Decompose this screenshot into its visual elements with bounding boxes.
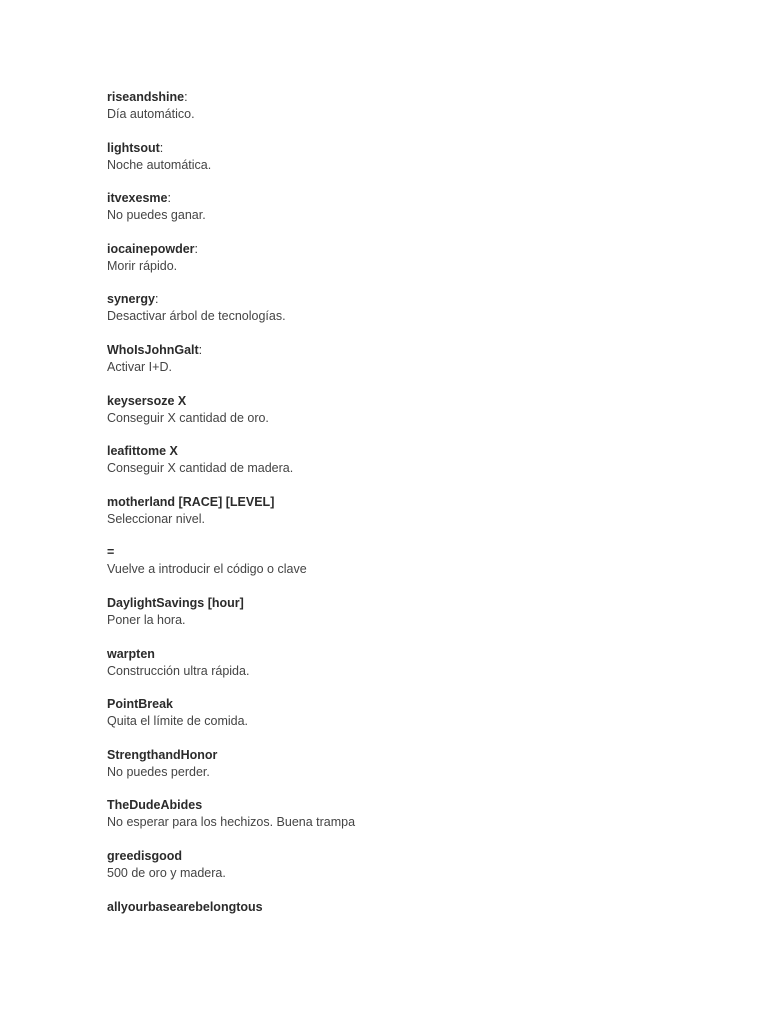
cheat-code-line: [107, 544, 707, 561]
cheat-description: Día automático.: [107, 107, 195, 121]
cheat-description: Vuelve a introducir el código o clave: [107, 562, 307, 577]
cheat-code: motherland [RACE] [LEVEL]: [107, 494, 275, 509]
cheat-description: No esperar para los hechizos. Buena trampa: [107, 815, 356, 830]
cheat-code-line: [107, 646, 707, 663]
cheat-code-line: [107, 89, 707, 106]
cheat-entry: [107, 797, 707, 848]
cheat-code-line: [107, 848, 707, 865]
cheat-code-line: [107, 291, 707, 308]
cheat-description: 500 de oro y madera.: [107, 865, 226, 880]
cheat-code-colon: :: [194, 241, 199, 256]
cheat-code-line: [107, 899, 707, 916]
cheat-entry: [107, 140, 707, 191]
cheat-code: DaylightSavings [hour]: [107, 595, 244, 610]
cheat-entry: [107, 747, 707, 798]
cheat-code-line: [107, 494, 707, 511]
cheat-code-line: [107, 696, 707, 713]
cheat-description: Activar I+D.: [107, 359, 172, 374]
cheat-code: itvexesme: [107, 191, 168, 206]
cheat-code-line: [107, 747, 707, 764]
cheat-code-line: [107, 140, 707, 157]
cheat-code: WhoIsJohnGalt: [107, 342, 199, 357]
cheat-code-colon: :: [184, 90, 188, 104]
cheat-entry: [107, 696, 707, 747]
cheat-entry: [107, 595, 707, 646]
cheat-code: greedisgood: [107, 848, 183, 863]
cheat-description: Conseguir X cantidad de oro.: [107, 410, 269, 425]
cheat-code-colon: :: [159, 140, 164, 155]
cheat-code: PointBreak: [107, 697, 173, 712]
cheat-code: leafittome X: [107, 444, 178, 459]
cheat-entry: [107, 646, 707, 697]
cheat-code-line: [107, 190, 707, 207]
cheat-code: lightsout: [107, 140, 160, 155]
cheat-description: Quita el límite de comida.: [107, 714, 249, 729]
cheat-code-line: [107, 342, 707, 359]
cheat-code: StrengthandHonor: [107, 747, 218, 762]
cheat-entry: [107, 190, 707, 241]
cheat-description: No puedes ganar.: [107, 208, 206, 223]
cheat-description: No puedes perder.: [107, 764, 210, 779]
cheat-description: Desactivar árbol de tecnologías.: [107, 309, 286, 324]
cheat-description: Noche automática.: [107, 157, 212, 172]
cheat-code: riseandshine: [107, 90, 185, 104]
cheat-description: Conseguir X cantidad de madera.: [107, 461, 294, 476]
cheat-entry: [107, 443, 707, 494]
cheat-code-line: [107, 443, 707, 460]
cheat-description: Poner la hora.: [107, 612, 186, 627]
cheat-code: TheDudeAbides: [107, 798, 203, 813]
cheat-entry: [107, 89, 707, 140]
cheat-code-list: [107, 89, 707, 949]
cheat-code-line: [107, 595, 707, 612]
cheat-entry: [107, 393, 707, 444]
cheat-code: =: [107, 545, 115, 560]
cheat-entry: [107, 494, 707, 545]
cheat-code-colon: :: [198, 342, 203, 357]
cheat-description: Seleccionar nivel.: [107, 511, 205, 526]
cheat-code-line: [107, 797, 707, 814]
cheat-code: iocainepowder: [107, 241, 195, 256]
cheat-entry: [107, 544, 707, 595]
cheat-code-colon: :: [167, 191, 171, 206]
cheat-code: allyourbasearebelongtous: [107, 899, 263, 914]
cheat-code: synergy: [107, 292, 155, 307]
cheat-code-line: [107, 393, 707, 410]
cheat-description: Morir rápido.: [107, 258, 178, 273]
cheat-code-colon: :: [154, 292, 159, 307]
cheat-code: warpten: [107, 646, 155, 661]
cheat-entry: [107, 342, 707, 393]
cheat-code: keysersoze X: [107, 393, 187, 408]
cheat-entry: [107, 241, 707, 292]
cheat-description: Construcción ultra rápida.: [107, 663, 250, 678]
cheat-entry: [107, 848, 707, 899]
cheat-code-line: [107, 241, 707, 258]
cheat-entry: [107, 899, 707, 950]
cheat-entry: [107, 291, 707, 342]
